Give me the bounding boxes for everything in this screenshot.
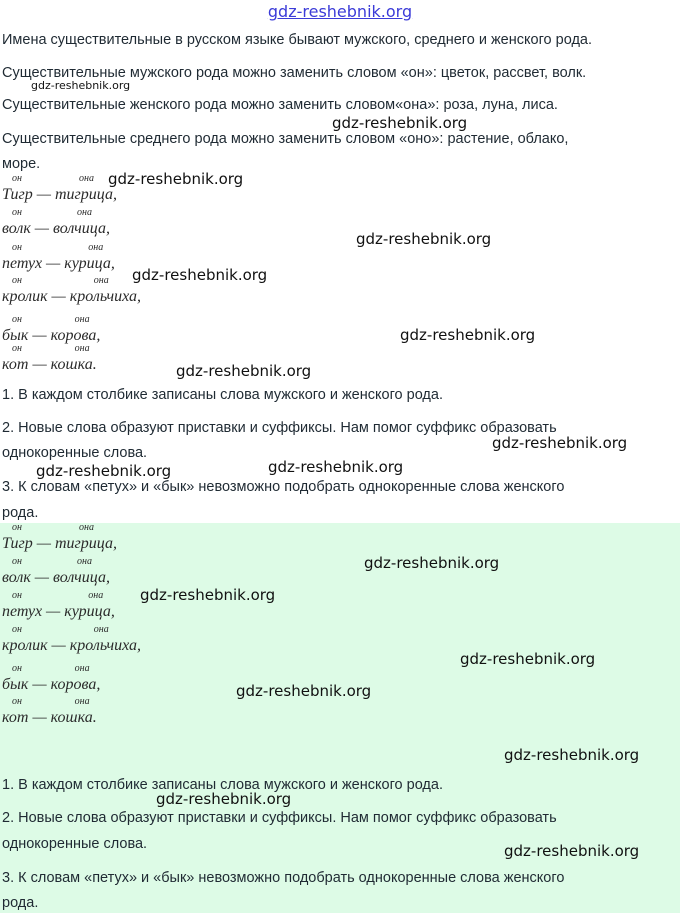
gender-mark-masc: он <box>12 207 22 218</box>
watermark: gdz-reshebnik.org <box>268 458 404 476</box>
gender-mark-fem: она <box>88 590 104 601</box>
answer-1: 1. В каждом столбике записаны слова мужского и женского рода. <box>2 387 443 403</box>
answer-3a: 3. К словам «петух» и «бык» невозможно подобрать однокоренные слова женского <box>2 479 565 495</box>
dash: — <box>34 220 50 237</box>
gender-mark-masc: он <box>12 624 22 635</box>
watermark: gdz-reshebnik.org <box>156 790 292 808</box>
masc-word: петух <box>2 255 43 272</box>
word-pair <box>2 624 142 655</box>
gender-mark-fem: она <box>88 242 104 253</box>
masc-word: кот <box>2 709 29 726</box>
answer-2a: 2. Новые слова образуют приставки и суффиксы. Нам помог суффикс образовать <box>2 420 557 436</box>
watermark: gdz-reshebnik.org <box>236 682 372 700</box>
word-pair <box>2 663 101 694</box>
fem-word: волчица, <box>53 569 110 586</box>
word-pair <box>2 522 117 553</box>
watermark: gdz-reshebnik.org <box>492 434 628 452</box>
site-title-link[interactable]: gdz-reshebnik.org <box>267 2 413 21</box>
answer-3b: рода. <box>2 505 39 521</box>
rule-line-3: Существительные женского рода можно заменить словом«она»: роза, луна, лиса. <box>2 97 558 113</box>
dash: — <box>32 709 47 726</box>
watermark: gdz-reshebnik.org <box>36 462 172 480</box>
watermark: gdz-reshebnik.org <box>504 746 640 764</box>
word-pair <box>2 696 97 727</box>
rule-line-2: Существительные мужского рода можно заменить словом «он»: цветок, рассвет, волк. <box>2 65 587 81</box>
answer-3a: 3. К словам «петух» и «бык» невозможно подобрать однокоренные слова женского <box>2 870 565 886</box>
gender-mark-masc: он <box>12 696 22 707</box>
watermark: gdz-reshebnik.org <box>176 362 312 380</box>
watermark: gdz-reshebnik.org <box>400 326 536 344</box>
watermark: gdz-reshebnik.org <box>356 230 492 248</box>
watermark: gdz-reshebnik.org <box>31 79 131 92</box>
watermark: gdz-reshebnik.org <box>132 266 268 284</box>
masc-word: волк <box>2 220 31 237</box>
fem-word: тигрица, <box>55 186 117 203</box>
fem-word: корова, <box>50 327 101 344</box>
gender-mark-fem: она <box>79 173 94 184</box>
dash: — <box>51 637 66 654</box>
answer-3b: рода. <box>2 895 39 911</box>
watermark: gdz-reshebnik.org <box>332 114 468 132</box>
word-pair <box>2 343 97 374</box>
watermark: gdz-reshebnik.org <box>140 586 276 604</box>
watermark: gdz-reshebnik.org <box>364 554 500 572</box>
gender-mark-masc: он <box>12 556 22 567</box>
watermark: gdz-reshebnik.org <box>108 170 244 188</box>
rule-line-1: Имена существительные в русском языке бывают мужского, среднего и женского рода. <box>2 32 593 48</box>
gender-mark-masc: он <box>12 343 22 354</box>
dash: — <box>34 569 50 586</box>
dash: — <box>46 255 61 272</box>
dash: — <box>51 288 66 305</box>
watermark: gdz-reshebnik.org <box>504 842 640 860</box>
dash: — <box>36 186 51 203</box>
fem-word: кошка. <box>50 356 97 373</box>
gender-mark-fem: она <box>74 696 90 707</box>
fem-word: крольчиха, <box>69 637 142 654</box>
answer-2b: однокоренные слова. <box>2 836 148 852</box>
dash: — <box>36 535 51 552</box>
fem-word: корова, <box>50 676 101 693</box>
gender-mark-masc: он <box>12 522 22 533</box>
gender-mark-fem: она <box>93 275 109 286</box>
gender-mark-masc: он <box>12 663 22 674</box>
answer-2b: однокоренные слова. <box>2 445 148 461</box>
word-pair <box>2 173 117 204</box>
masc-word: Тигр <box>2 186 33 203</box>
fem-word: волчица, <box>53 220 110 237</box>
word-pair <box>2 242 115 273</box>
gender-mark-fem: она <box>93 624 109 635</box>
masc-word: кролик <box>2 288 48 305</box>
masc-word: Тигр <box>2 535 33 552</box>
dash: — <box>32 356 47 373</box>
gender-mark-masc: он <box>12 314 22 325</box>
fem-word: курица, <box>64 255 115 272</box>
dash: — <box>46 603 61 620</box>
masc-word: кролик <box>2 637 48 654</box>
gender-mark-masc: он <box>12 242 22 253</box>
gender-mark-fem: она <box>74 314 90 325</box>
gender-mark-masc: он <box>12 590 22 601</box>
dash: — <box>32 676 47 693</box>
fem-word: крольчиха, <box>69 288 142 305</box>
dash: — <box>32 327 47 344</box>
answer-1: 1. В каждом столбике записаны слова мужского и женского рода. <box>2 777 443 793</box>
word-pair <box>2 590 115 621</box>
gender-mark-fem: она <box>74 663 90 674</box>
masc-word: кот <box>2 356 29 373</box>
word-pair <box>2 207 110 238</box>
fem-word: тигрица, <box>55 535 117 552</box>
word-pair <box>2 556 110 587</box>
gender-mark-fem: она <box>74 343 90 354</box>
fem-word: кошка. <box>50 709 97 726</box>
gender-mark-fem: она <box>77 207 92 218</box>
masc-word: бык <box>2 676 29 693</box>
fem-word: курица, <box>64 603 115 620</box>
gender-mark-masc: он <box>12 173 22 184</box>
answer-2a: 2. Новые слова образуют приставки и суффиксы. Нам помог суффикс образовать <box>2 810 557 826</box>
masc-word: бык <box>2 327 29 344</box>
rule-line-4b: море. <box>2 156 41 172</box>
masc-word: волк <box>2 569 31 586</box>
word-pair <box>2 275 142 306</box>
gender-mark-fem: она <box>77 556 92 567</box>
masc-word: петух <box>2 603 43 620</box>
rule-line-4a: Существительные среднего рода можно заменить словом «оно»: растение, облако, <box>2 131 569 147</box>
gender-mark-masc: он <box>12 275 22 286</box>
watermark: gdz-reshebnik.org <box>460 650 596 668</box>
gender-mark-fem: она <box>79 522 94 533</box>
